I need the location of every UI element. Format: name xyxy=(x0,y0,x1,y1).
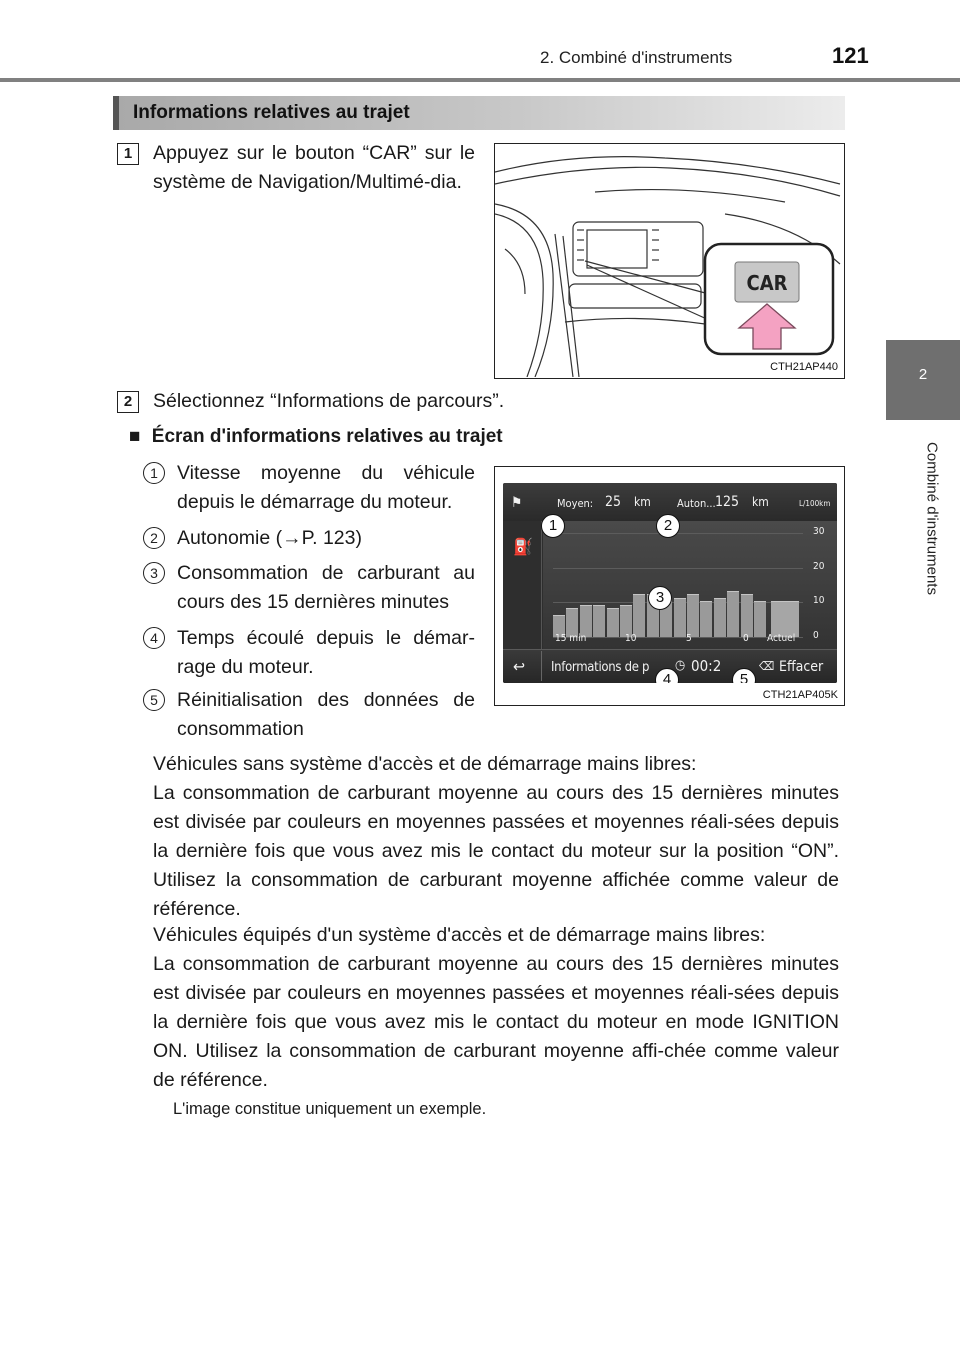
item-text: Autonomie (→P. 123) xyxy=(177,527,362,549)
item-text: Temps écoulé depuis le démar-rage du moteur. xyxy=(177,627,475,678)
step-number-box: 1 xyxy=(117,143,139,165)
x-tick-label: 5 xyxy=(686,633,692,644)
consumption-bar xyxy=(700,601,712,637)
consumption-unit: L/100km xyxy=(799,499,831,508)
callout-number: 4 xyxy=(655,668,679,683)
current-label: Actuel xyxy=(767,633,796,644)
paragraph: La consommation de carburant moyenne au cours des 15 dernières minutes est divisée par couleurs en moyennes passées et moyennes réali-sées depuis la dernière fois que vous avez mis le contact du moteur en mode IGNITION ON. Utilisez la consommation de carburant moyenne affi-chée comme valeur de référence. xyxy=(153,953,839,1091)
fuel-pump-icon: ⛽ xyxy=(513,537,533,556)
paragraph: Véhicules sans système d'accès et de démarrage mains libres: xyxy=(153,753,697,775)
consumption-bar xyxy=(607,608,619,637)
item-number-circle: 3 xyxy=(143,562,165,584)
dashboard-illustration xyxy=(494,143,845,379)
checkered-flag-icon: ⚑ xyxy=(511,495,523,511)
x-tick-label: 0 xyxy=(743,633,749,644)
consumption-bar xyxy=(714,598,726,637)
chapter-title: 2. Combiné d'instruments xyxy=(540,48,733,67)
figure-code: CTH21AP405K xyxy=(762,689,838,701)
y-tick-label: 20 xyxy=(813,560,825,572)
item-text: Réinitialisation des données de consommation xyxy=(177,689,475,740)
section-title: Informations relatives au trajet xyxy=(133,102,410,123)
car-button-label: CAR xyxy=(746,271,788,295)
consumption-bar xyxy=(741,594,753,637)
consumption-bar xyxy=(674,598,686,637)
figure-code: CTH21AP440 xyxy=(770,361,838,373)
item-number-circle: 5 xyxy=(143,689,165,711)
callout-number: 2 xyxy=(656,514,680,538)
item-number-circle: 4 xyxy=(143,627,165,649)
item-text: Consommation de carburant au cours des 15 dernières minutes xyxy=(177,562,475,613)
elapsed-time: 00:2 xyxy=(691,657,722,675)
callout-number: 3 xyxy=(648,586,672,610)
consumption-bar xyxy=(754,601,766,637)
current-consumption-bar xyxy=(771,601,799,637)
header-rule xyxy=(0,78,960,82)
eraser-icon: ⌫ xyxy=(759,659,775,673)
chart-gridline xyxy=(553,568,803,569)
range-unit: km xyxy=(752,495,769,509)
paragraph: Véhicules équipés d'un système d'accès et de démarrage mains libres: xyxy=(153,924,766,946)
x-tick-label: 15 min xyxy=(555,633,587,644)
item-text: Vitesse moyenne du véhicule depuis le démarrage du moteur. xyxy=(177,462,475,513)
chart-gridline xyxy=(553,637,803,638)
square-bullet-icon: ■ xyxy=(129,426,141,447)
dashboard-drawing xyxy=(495,144,843,377)
average-speed-label: Moyen: xyxy=(557,497,594,510)
average-speed-value: 25 xyxy=(605,494,622,510)
image-disclaimer: L'image constitue uniquement un exemple. xyxy=(173,1100,487,1118)
chapter-side-label: Combiné d'instruments xyxy=(923,442,941,595)
chart-gridline xyxy=(553,533,803,534)
y-tick-label: 10 xyxy=(813,595,825,607)
range-label: Auton... xyxy=(677,497,716,510)
chapter-tab-number: 2 xyxy=(918,366,928,383)
consumption-chart xyxy=(553,533,803,637)
back-arrow-icon[interactable]: ↩ xyxy=(513,657,526,676)
average-speed-unit: km xyxy=(634,495,651,509)
clear-button[interactable]: Effacer xyxy=(779,659,824,675)
trip-information-screen-figure xyxy=(494,466,845,706)
item-number-circle: 2 xyxy=(143,527,165,549)
paragraph: La consommation de carburant moyenne au cours des 15 dernières minutes est divisée par couleurs en moyennes passées et moyennes réali-sées depuis la dernière fois que vous avez mis le contact du moteur sur la position “ON”. Utilisez la consommation de carburant moyenne affichée comme valeur de référence. xyxy=(153,782,839,920)
chapter-tab xyxy=(886,340,960,420)
section-heading-bar xyxy=(113,96,845,130)
step-number-box: 2 xyxy=(117,391,139,413)
consumption-bar xyxy=(593,605,605,637)
screen-title: Informations de p xyxy=(551,660,650,675)
step-text: Appuyez sur le bouton “CAR” sur le système de Navigation/Multimé-dia. xyxy=(153,142,475,193)
consumption-bar xyxy=(633,594,645,637)
consumption-y-axis xyxy=(807,526,835,641)
callout-number: 5 xyxy=(732,668,756,683)
item-number-circle: 1 xyxy=(143,462,165,484)
consumption-bar xyxy=(727,591,739,637)
subsection-heading xyxy=(129,422,503,451)
step-text: Sélectionnez “Informations de parcours”. xyxy=(153,390,505,412)
range-value: 125 xyxy=(715,494,740,510)
page-number: 121 xyxy=(832,43,869,68)
subsection-title: Écran d'informations relatives au trajet xyxy=(151,426,503,447)
x-tick-label: 10 xyxy=(625,633,637,644)
trip-information-screen xyxy=(503,483,837,683)
y-tick-label: 30 xyxy=(813,526,825,537)
clock-icon: ◷ xyxy=(675,658,686,673)
callout-number: 1 xyxy=(541,514,565,538)
consumption-bar xyxy=(687,594,699,637)
y-tick-label: 0 xyxy=(813,630,819,641)
